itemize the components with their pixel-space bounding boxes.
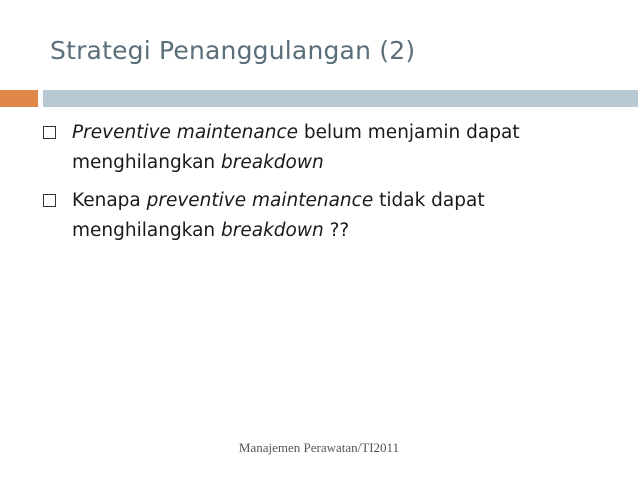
- text-run: Kenapa: [72, 190, 147, 211]
- title-accent-blue-bar: [43, 90, 638, 107]
- bullet-line: [72, 118, 612, 148]
- title-accent-orange-bar: [0, 90, 38, 107]
- italic-term: breakdown: [221, 220, 324, 241]
- text-run: tidak dapat: [373, 190, 485, 211]
- bullet-line: [72, 216, 612, 246]
- italic-term: preventive maintenance: [146, 190, 374, 211]
- square-bullet-icon: [43, 126, 56, 139]
- slide-footer: Manajemen Perawatan/TI2011: [238, 440, 400, 455]
- text-run: ??: [323, 220, 350, 241]
- italic-term: Preventive maintenance: [72, 122, 299, 143]
- slide-title: Strategi Penanggulangan (2): [50, 36, 416, 65]
- bullet-text: [72, 118, 612, 178]
- text-run: menghilangkan: [72, 152, 222, 173]
- bullet-text: [72, 186, 612, 246]
- text-run: menghilangkan: [72, 220, 222, 241]
- square-bullet-icon: [43, 194, 56, 207]
- text-run: belum menjamin dapat: [298, 122, 520, 143]
- bullet-line: [72, 148, 612, 178]
- bullet-line: [72, 186, 612, 216]
- italic-term: breakdown: [221, 152, 324, 173]
